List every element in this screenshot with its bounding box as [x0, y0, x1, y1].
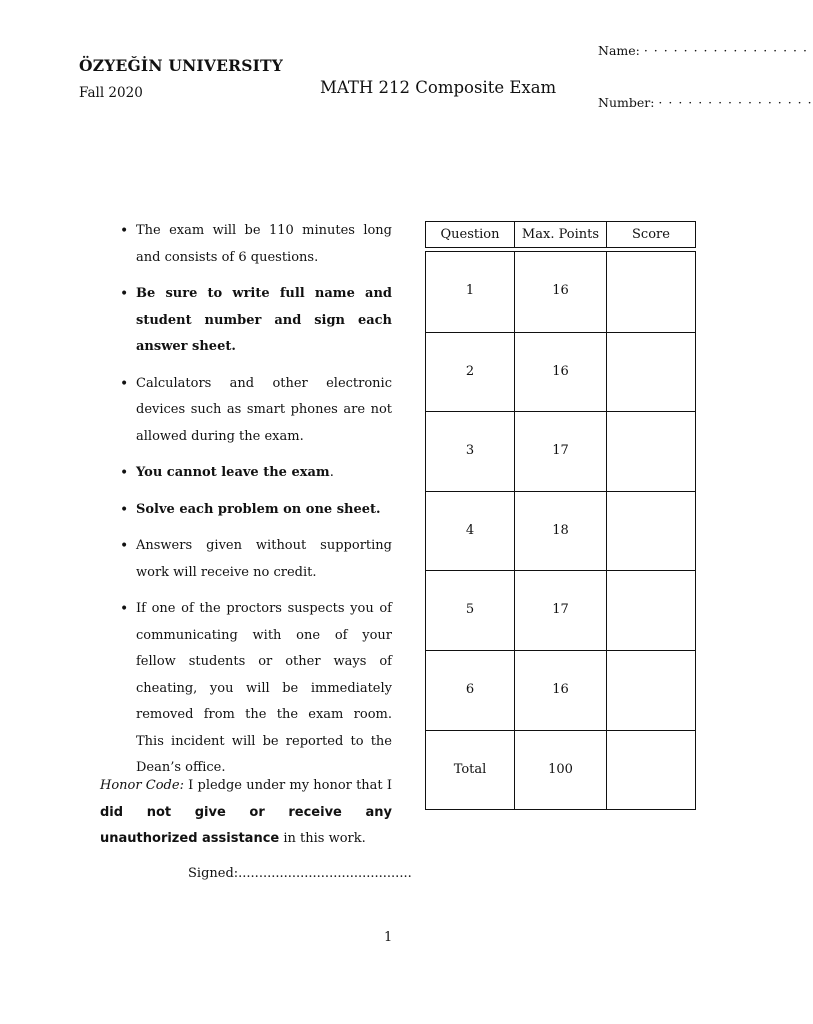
- table-row: 5 17: [426, 570, 695, 650]
- table-body: [425, 251, 696, 810]
- honor-code-bold: did not give or receive any unauthorized assistance: [100, 804, 392, 846]
- name-label: Name:: [598, 43, 640, 58]
- table-row: 3 17: [426, 411, 695, 491]
- rule-item: • Be sure to write full name and student number and sign each answer sheet.: [100, 281, 392, 361]
- number-field: [598, 95, 813, 110]
- number-label: Number:: [598, 95, 655, 110]
- score-cell: [607, 492, 695, 571]
- score-cell: [607, 412, 695, 491]
- rule-item: • You cannot leave the exam.: [100, 460, 392, 487]
- header-score: Score: [632, 227, 670, 242]
- exam-rules: [100, 218, 392, 792]
- rule-item: • If one of the proctors suspects you of communicating with one of your fellow students or other ways of cheating, you will be immediately removed from the the exam room. This incident will be reported to the Dean’s office.: [100, 596, 392, 782]
- table-row: 6 16: [426, 650, 695, 730]
- score-cell: [607, 731, 695, 810]
- page-number: 1: [384, 930, 393, 945]
- header-max-points: Max. Points: [515, 222, 607, 247]
- score-cell: [607, 252, 695, 332]
- rule-item: • Answers given without supporting work will receive no credit.: [100, 533, 392, 586]
- score-cell: [607, 651, 695, 730]
- honor-code-label: Honor Code:: [100, 778, 184, 793]
- number-dots: · · · · · · · · · · · · · · · ·: [658, 95, 813, 110]
- rule-item: • Calculators and other electronic devices such as smart phones are not allowed during the exam.: [100, 371, 392, 451]
- header-question: Question: [426, 222, 515, 247]
- signature-line: Signed:..........................................: [188, 866, 412, 881]
- score-cell: [607, 571, 695, 650]
- table-header: [425, 221, 696, 248]
- university-name: ÖZYEĞİN UNIVERSITY: [79, 56, 284, 75]
- table-row: 1 16: [426, 252, 695, 332]
- table-row: 4 18: [426, 491, 695, 571]
- exam-title: MATH 212 Composite Exam: [320, 78, 557, 97]
- name-dots: · · · · · · · · · · · · · · · · ·: [643, 43, 808, 58]
- term-label: Fall 2020: [79, 85, 143, 101]
- rule-item: • Solve each problem on one sheet.: [100, 497, 392, 524]
- score-table: [425, 221, 696, 810]
- table-row: 2 16: [426, 332, 695, 412]
- honor-code: Honor Code: I pledge under my honor that I did not give or receive any unauthorized assistance in this work.: [100, 778, 392, 846]
- score-cell: [607, 333, 695, 412]
- name-field: [598, 43, 808, 58]
- rule-item: • The exam will be 110 minutes long and consists of 6 questions.: [100, 218, 392, 271]
- table-row-total: Total 100: [426, 730, 695, 810]
